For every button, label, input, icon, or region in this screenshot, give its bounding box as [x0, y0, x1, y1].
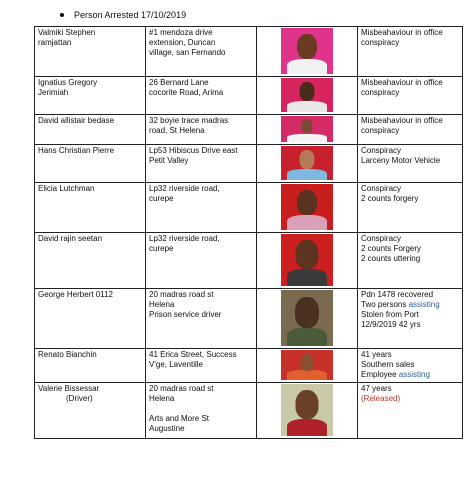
table-row	[35, 383, 463, 439]
table-row	[35, 77, 463, 115]
cell-line: Stolen from Port	[361, 310, 419, 319]
offence-cell	[358, 349, 463, 383]
mugshot-photo	[281, 78, 333, 112]
cell-line: 26 Bernard Lane	[149, 78, 209, 87]
person-head	[300, 82, 315, 101]
person-torso	[287, 419, 327, 436]
person-head	[296, 390, 319, 419]
photo-cell	[257, 145, 358, 183]
cell-line: Helena	[149, 394, 175, 403]
person-head	[297, 34, 317, 59]
name-cell	[35, 27, 146, 77]
mugshot-photo	[281, 184, 333, 230]
heading-text: Person Arrested 17/10/2019	[74, 10, 187, 20]
table-row	[35, 183, 463, 233]
photo-cell	[257, 289, 358, 349]
address-cell	[146, 27, 257, 77]
name-cell	[35, 289, 146, 349]
cell-line: Renato Bianchin	[38, 350, 97, 359]
person-torso	[287, 215, 327, 230]
person-torso	[287, 59, 327, 74]
person-head	[302, 119, 313, 133]
cell-line: 20 madras road st	[149, 384, 214, 393]
hyperlink-word: assisting	[398, 370, 430, 379]
person-head	[300, 150, 315, 169]
cell-line: Ignatius Gregory	[38, 78, 98, 87]
cell-line: 41 Erica Street, Success	[149, 350, 237, 359]
arrested-persons-table	[34, 26, 463, 439]
hyperlink-word: assisting	[408, 300, 440, 309]
mugshot-photo	[281, 116, 333, 142]
mugshot-photo	[281, 28, 333, 74]
cell-line: (Released)	[361, 394, 401, 403]
person-torso	[287, 134, 327, 142]
address-cell	[146, 383, 257, 439]
person-torso	[287, 169, 327, 180]
cell-line: road, St Helena	[149, 126, 205, 135]
cell-line: 2 counts uttering	[361, 254, 421, 263]
cell-line: conspiracy	[361, 38, 400, 47]
mugshot-photo	[281, 234, 333, 286]
name-cell	[35, 115, 146, 145]
cell-line: Valmiki Stephen	[38, 28, 96, 37]
cell-line: Augustine	[149, 424, 185, 433]
cell-line: cocorite Road, Arima	[149, 88, 224, 97]
address-cell	[146, 183, 257, 233]
photo-cell	[257, 349, 358, 383]
cell-line: Prison service driver	[149, 310, 222, 319]
cell-line: Southern sales	[361, 360, 415, 369]
mugshot-photo	[281, 146, 333, 180]
offence-cell	[358, 115, 463, 145]
mugshot-photo	[281, 350, 333, 380]
cell-line: George Herbert 0112	[38, 290, 114, 299]
offence-cell	[358, 233, 463, 289]
photo-cell	[257, 233, 358, 289]
cell-line: Misbeahaviour in office	[361, 116, 443, 125]
cell-line: curepe	[149, 244, 174, 253]
address-cell	[146, 77, 257, 115]
cell-line: 20 madras road st	[149, 290, 214, 299]
photo-cell	[257, 183, 358, 233]
mugshot-photo	[281, 384, 333, 436]
cell-line: Elicia Lutchman	[38, 184, 95, 193]
address-cell	[146, 289, 257, 349]
cell-line: Misbeahaviour in office	[361, 78, 443, 87]
address-cell	[146, 115, 257, 145]
cell-line	[361, 300, 459, 310]
table-row	[35, 145, 463, 183]
name-cell	[35, 183, 146, 233]
cell-line: 12/9/2019 42 yrs	[361, 320, 421, 329]
cell-line: Helena	[149, 300, 175, 309]
offence-cell	[358, 383, 463, 439]
cell-line: curepe	[149, 194, 174, 203]
cell-line	[361, 370, 459, 380]
name-cell	[35, 77, 146, 115]
mugshot-photo	[281, 290, 333, 346]
cell-line: (Driver)	[66, 394, 93, 403]
person-torso	[287, 370, 327, 380]
address-cell	[146, 349, 257, 383]
bullet-icon	[60, 13, 64, 17]
cell-line: David rajin seetan	[38, 234, 103, 243]
cell-line: Conspiracy	[361, 234, 402, 243]
cell-line: conspiracy	[361, 88, 400, 97]
spacer	[149, 404, 253, 414]
table-row	[35, 27, 463, 77]
address-cell	[146, 233, 257, 289]
cell-line: Arts and More St	[149, 414, 210, 423]
table-row	[35, 115, 463, 145]
person-head	[295, 297, 319, 328]
cell-line: 41 years	[361, 350, 392, 359]
cell-line: Lp53 Hibiscus Drive east	[149, 146, 238, 155]
cell-line: extension, Duncan	[149, 38, 216, 47]
address-cell	[146, 145, 257, 183]
person-head	[301, 354, 314, 371]
name-cell	[35, 383, 146, 439]
cell-text: Employee	[361, 370, 399, 379]
offence-cell	[358, 27, 463, 77]
cell-line: Lp32 riverside road,	[149, 234, 220, 243]
cell-line: Hans Christian Pierre	[38, 146, 115, 155]
person-torso	[287, 269, 327, 286]
cell-line: V'ge, Laventille	[149, 360, 204, 369]
cell-line: 32 boyie trace madras	[149, 116, 229, 125]
cell-line: Jerimiah	[38, 88, 69, 97]
heading	[60, 10, 186, 20]
cell-line: ramjattan	[38, 38, 72, 47]
cell-line: conspiracy	[361, 126, 400, 135]
offence-cell	[358, 289, 463, 349]
person-head	[297, 190, 317, 215]
table-row	[35, 349, 463, 383]
cell-line: village, san Fernando	[149, 48, 226, 57]
table-row	[35, 289, 463, 349]
cell-line: #1 mendoza drive	[149, 28, 213, 37]
cell-line: Lp32 riverside road,	[149, 184, 220, 193]
photo-cell	[257, 383, 358, 439]
person-torso	[287, 328, 327, 346]
photo-cell	[257, 27, 358, 77]
name-cell	[35, 233, 146, 289]
cell-line: Misbeahaviour in office	[361, 28, 443, 37]
photo-cell	[257, 115, 358, 145]
cell-line: 2 counts Forgery	[361, 244, 422, 253]
offence-cell	[358, 183, 463, 233]
cell-line: Conspiracy	[361, 146, 402, 155]
cell-text: Two persons	[361, 300, 409, 309]
offence-cell	[358, 77, 463, 115]
cell-line: Petit Valley	[149, 156, 189, 165]
cell-line: 2 counts forgery	[361, 194, 419, 203]
cell-line: David allistair bedase	[38, 116, 115, 125]
name-cell	[35, 349, 146, 383]
cell-line: Pdn 1478 recovered	[361, 290, 434, 299]
table-row	[35, 233, 463, 289]
cell-line: Larceny Motor Vehicle	[361, 156, 441, 165]
photo-cell	[257, 77, 358, 115]
person-head	[296, 240, 319, 269]
offence-cell	[358, 145, 463, 183]
cell-line: Conspiracy	[361, 184, 402, 193]
cell-line: 47 years	[361, 384, 392, 393]
person-torso	[287, 101, 327, 112]
cell-line: Valerie Bissessar	[38, 384, 100, 393]
name-cell	[35, 145, 146, 183]
